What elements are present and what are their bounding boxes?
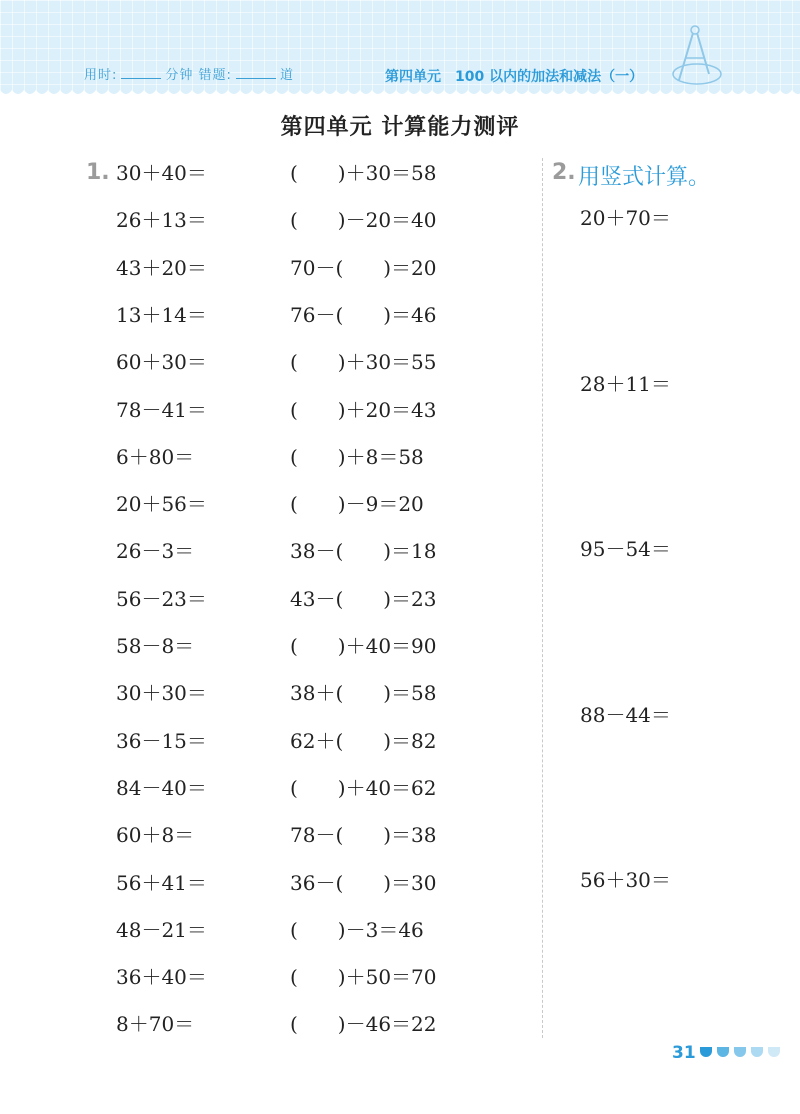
exercise-right: 70－( )＝20 bbox=[290, 255, 437, 280]
exercise-row bbox=[0, 489, 540, 519]
exercise-row bbox=[0, 868, 540, 898]
unit-title: 第四单元 100 以内的加法和减法（一） bbox=[385, 69, 644, 85]
section-1-number: 1. bbox=[86, 160, 110, 185]
exercise-left: 6＋80＝ bbox=[116, 444, 195, 469]
errors-label: 错题: bbox=[198, 68, 232, 83]
exercise-row bbox=[0, 631, 540, 661]
footer-dot bbox=[734, 1047, 746, 1057]
compass-icon bbox=[665, 22, 725, 92]
exercise-row bbox=[0, 726, 540, 756]
exercise-right: 38＋( )＝58 bbox=[290, 681, 437, 706]
exercise-left: 56＋41＝ bbox=[116, 870, 207, 895]
exercise-right: ( )＋8＝58 bbox=[290, 444, 424, 469]
vertical-calc-item: 88－44＝ bbox=[580, 702, 671, 727]
exercise-right: ( )－20＝40 bbox=[290, 208, 437, 233]
time-label: 用时: bbox=[84, 68, 118, 83]
exercise-row bbox=[0, 395, 540, 425]
exercise-row bbox=[0, 678, 540, 708]
exercise-row bbox=[0, 536, 540, 566]
exercise-row bbox=[0, 584, 540, 614]
page-number: 31 bbox=[672, 1043, 696, 1063]
exercise-row bbox=[0, 205, 540, 235]
exercise-left: 43＋20＝ bbox=[116, 255, 207, 280]
exercise-right: ( )＋30＝55 bbox=[290, 350, 437, 375]
exercise-right: 38－( )＝18 bbox=[290, 539, 437, 564]
exercise-row bbox=[0, 1009, 540, 1039]
exercise-left: 30＋30＝ bbox=[116, 681, 207, 706]
exercise-right: ( )＋30＝58 bbox=[290, 161, 437, 185]
exercise-right: ( )－3＝46 bbox=[290, 917, 424, 942]
exercise-left: 8＋70＝ bbox=[116, 1012, 195, 1037]
footer-dot bbox=[768, 1047, 780, 1057]
exercise-left: 26－3＝ bbox=[116, 539, 195, 564]
exercise-left: 26＋13＝ bbox=[116, 208, 207, 233]
section-2-number: 2. bbox=[552, 160, 576, 185]
exercise-right: ( )＋50＝70 bbox=[290, 965, 437, 990]
footer-decoration bbox=[700, 1047, 780, 1057]
worksheet-meta bbox=[84, 64, 294, 83]
exercise-left: 60＋30＝ bbox=[116, 350, 207, 375]
exercise-row bbox=[0, 962, 540, 992]
vertical-calc-item: 56＋30＝ bbox=[580, 868, 671, 892]
exercise-right: ( )＋20＝43 bbox=[290, 397, 437, 422]
footer-dot bbox=[717, 1047, 729, 1057]
exercise-row bbox=[0, 773, 540, 803]
time-blank[interactable] bbox=[121, 66, 161, 79]
vertical-calc-item: 20＋70＝ bbox=[580, 206, 671, 230]
exercise-row bbox=[0, 442, 540, 472]
errors-blank[interactable] bbox=[236, 66, 276, 79]
footer-dot bbox=[700, 1047, 712, 1057]
exercise-left: 78－41＝ bbox=[116, 397, 207, 422]
section-2-title: 用竖式计算。 bbox=[578, 165, 711, 190]
time-unit: 分钟 bbox=[165, 68, 194, 83]
exercise-row bbox=[0, 915, 540, 945]
exercise-right: 43－( )＝23 bbox=[290, 586, 437, 611]
exercise-row bbox=[0, 300, 540, 330]
exercise-left: 60＋8＝ bbox=[116, 823, 195, 848]
errors-unit: 道 bbox=[279, 68, 294, 83]
exercise-left: 48－21＝ bbox=[116, 917, 207, 942]
exercise-left: 13＋14＝ bbox=[116, 302, 207, 327]
exercise-right: 76－( )＝46 bbox=[290, 302, 437, 327]
vertical-calc-item: 95－54＝ bbox=[580, 537, 671, 561]
exercise-right: ( )－9＝20 bbox=[290, 492, 424, 517]
footer-dot bbox=[751, 1047, 763, 1057]
exercise-left: 36＋40＝ bbox=[116, 965, 207, 990]
exercise-row bbox=[0, 253, 540, 283]
exercise-row bbox=[0, 158, 540, 188]
exercise-row bbox=[0, 820, 540, 850]
exercise-right: ( )－46＝22 bbox=[290, 1012, 437, 1037]
exercise-left: 20＋56＝ bbox=[116, 492, 207, 517]
page-title: 第四单元 计算能力测评 bbox=[280, 115, 520, 140]
vertical-calc-item: 28＋11＝ bbox=[580, 371, 671, 396]
exercise-right: 62＋( )＝82 bbox=[290, 728, 437, 753]
column-divider bbox=[542, 158, 543, 1038]
exercise-left: 84－40＝ bbox=[116, 775, 207, 800]
exercise-row bbox=[0, 347, 540, 377]
exercise-left: 58－8＝ bbox=[116, 634, 195, 658]
exercise-left: 30＋40＝ bbox=[116, 161, 207, 185]
exercise-right: 78－( )＝38 bbox=[290, 823, 437, 848]
exercise-left: 36－15＝ bbox=[116, 728, 207, 753]
exercise-right: ( )＋40＝62 bbox=[290, 775, 437, 800]
exercise-right: 36－( )＝30 bbox=[290, 870, 437, 895]
exercise-right: ( )＋40＝90 bbox=[290, 634, 437, 658]
exercise-left: 56－23＝ bbox=[116, 586, 207, 611]
